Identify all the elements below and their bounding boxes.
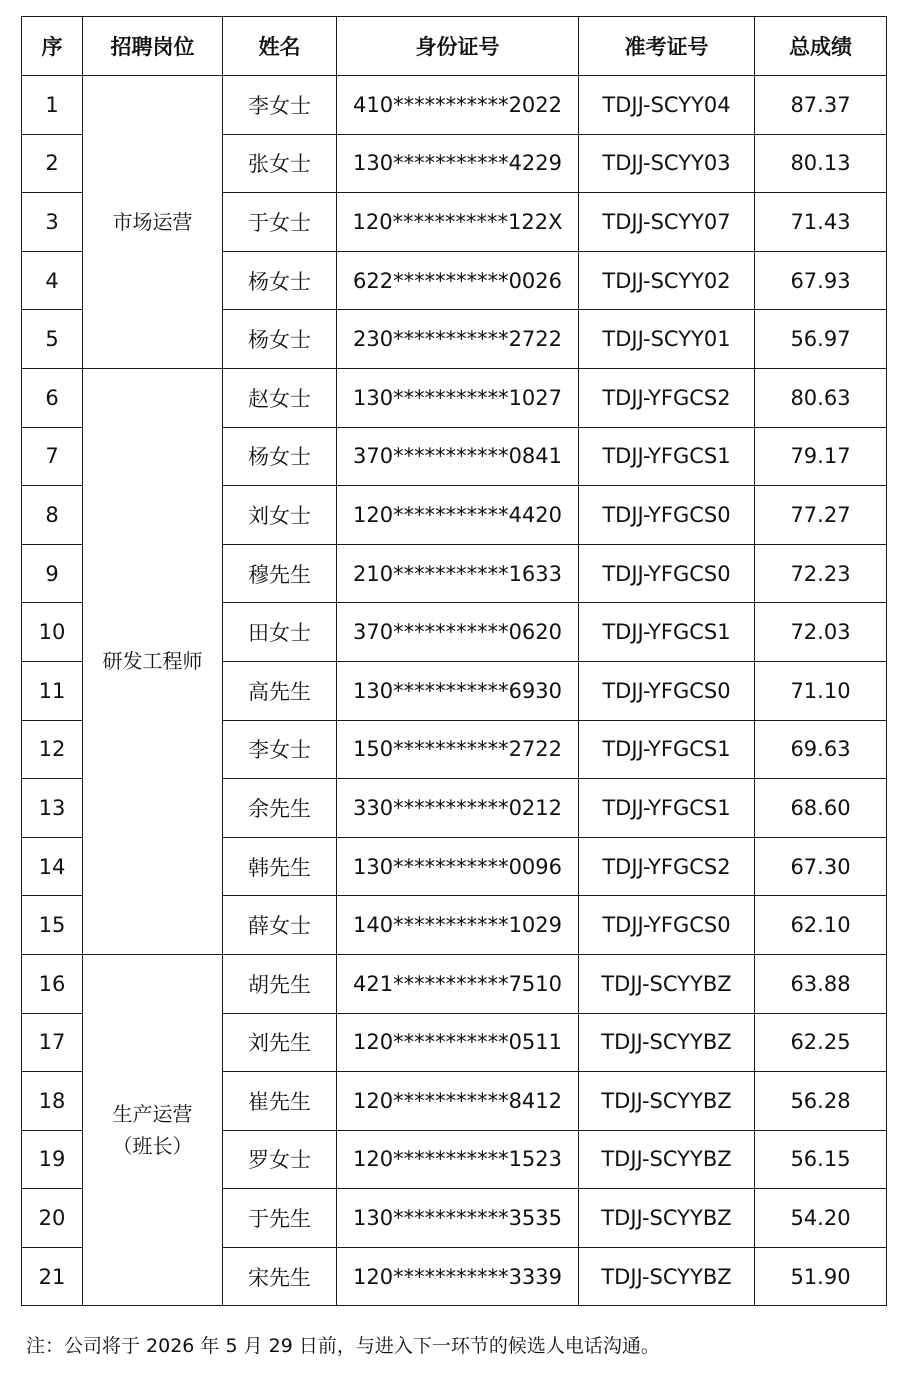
- score-cell: 67.93: [755, 251, 887, 310]
- seq-cell: 21: [22, 1247, 83, 1306]
- name-cell: 张女士: [223, 134, 337, 193]
- seq-cell: 5: [22, 310, 83, 369]
- position-label: 研发工程师: [102, 649, 203, 674]
- table-row: [22, 368, 887, 427]
- score-cell: 62.10: [755, 896, 887, 955]
- score-cell: 79.17: [755, 427, 887, 486]
- score-cell: 62.25: [755, 1013, 887, 1072]
- exam-number-cell: TDJJ-YFGCS2: [579, 837, 755, 896]
- name-cell: 刘女士: [223, 486, 337, 545]
- name-cell: 穆先生: [223, 544, 337, 603]
- score-cell: 51.90: [755, 1247, 887, 1306]
- name-cell: 胡先生: [223, 954, 337, 1013]
- seq-cell: 16: [22, 954, 83, 1013]
- score-cell: 56.28: [755, 1072, 887, 1131]
- position-label: （班长）: [112, 1134, 193, 1159]
- exam-number-cell: TDJJ-YFGCS0: [579, 544, 755, 603]
- seq-cell: 18: [22, 1072, 83, 1131]
- exam-number-cell: TDJJ-YFGCS1: [579, 779, 755, 838]
- id-number-cell: 120***********3339: [337, 1247, 579, 1306]
- id-number-cell: 421***********7510: [337, 954, 579, 1013]
- id-number-cell: 130***********1027: [337, 368, 579, 427]
- score-cell: 77.27: [755, 486, 887, 545]
- seq-cell: 13: [22, 779, 83, 838]
- id-number-cell: 150***********2722: [337, 720, 579, 779]
- name-cell: 于女士: [223, 193, 337, 252]
- name-cell: 罗女士: [223, 1130, 337, 1189]
- id-number-cell: 210***********1633: [337, 544, 579, 603]
- id-number-cell: 370***********0841: [337, 427, 579, 486]
- exam-number-cell: TDJJ-SCYYBZ: [579, 1130, 755, 1189]
- id-number-cell: 130***********4229: [337, 134, 579, 193]
- name-cell: 崔先生: [223, 1072, 337, 1131]
- exam-number-cell: TDJJ-SCYYBZ: [579, 1013, 755, 1072]
- header-id-number: 身份证号: [337, 17, 579, 76]
- results-table: [21, 16, 887, 1306]
- score-cell: 56.15: [755, 1130, 887, 1189]
- seq-cell: 19: [22, 1130, 83, 1189]
- seq-cell: 15: [22, 896, 83, 955]
- seq-cell: 9: [22, 544, 83, 603]
- id-number-cell: 622***********0026: [337, 251, 579, 310]
- name-cell: 于先生: [223, 1189, 337, 1248]
- exam-number-cell: TDJJ-YFGCS1: [579, 427, 755, 486]
- header-exam-number: 准考证号: [579, 17, 755, 76]
- score-cell: 87.37: [755, 76, 887, 135]
- seq-cell: 3: [22, 193, 83, 252]
- name-cell: 薛女士: [223, 896, 337, 955]
- score-cell: 68.60: [755, 779, 887, 838]
- header-name: 姓名: [223, 17, 337, 76]
- exam-number-cell: TDJJ-SCYYBZ: [579, 1072, 755, 1131]
- exam-number-cell: TDJJ-SCYY07: [579, 193, 755, 252]
- name-cell: 李女士: [223, 76, 337, 135]
- exam-number-cell: TDJJ-YFGCS2: [579, 368, 755, 427]
- seq-cell: 12: [22, 720, 83, 779]
- exam-number-cell: TDJJ-YFGCS1: [579, 603, 755, 662]
- exam-number-cell: TDJJ-SCYYBZ: [579, 1247, 755, 1306]
- name-cell: 韩先生: [223, 837, 337, 896]
- id-number-cell: 130***********0096: [337, 837, 579, 896]
- name-cell: 杨女士: [223, 251, 337, 310]
- exam-number-cell: TDJJ-YFGCS0: [579, 661, 755, 720]
- exam-number-cell: TDJJ-SCYY04: [579, 76, 755, 135]
- position-label: 生产运营: [112, 1102, 193, 1127]
- score-cell: 71.10: [755, 661, 887, 720]
- header-total-score: 总成绩: [755, 17, 887, 76]
- seq-cell: 11: [22, 661, 83, 720]
- score-cell: 54.20: [755, 1189, 887, 1248]
- id-number-cell: 130***********3535: [337, 1189, 579, 1248]
- position-cell: [83, 76, 223, 369]
- position-cell: [83, 368, 223, 954]
- seq-cell: 2: [22, 134, 83, 193]
- exam-number-cell: TDJJ-YFGCS0: [579, 896, 755, 955]
- name-cell: 杨女士: [223, 310, 337, 369]
- exam-number-cell: TDJJ-SCYY01: [579, 310, 755, 369]
- name-cell: 宋先生: [223, 1247, 337, 1306]
- id-number-cell: 140***********1029: [337, 896, 579, 955]
- seq-cell: 8: [22, 486, 83, 545]
- name-cell: 高先生: [223, 661, 337, 720]
- score-cell: 71.43: [755, 193, 887, 252]
- exam-number-cell: TDJJ-SCYY03: [579, 134, 755, 193]
- id-number-cell: 370***********0620: [337, 603, 579, 662]
- score-cell: 56.97: [755, 310, 887, 369]
- score-cell: 72.03: [755, 603, 887, 662]
- position-label: 市场运营: [112, 209, 193, 234]
- seq-cell: 14: [22, 837, 83, 896]
- exam-number-cell: TDJJ-YFGCS1: [579, 720, 755, 779]
- exam-number-cell: TDJJ-SCYYBZ: [579, 1189, 755, 1248]
- name-cell: 余先生: [223, 779, 337, 838]
- name-cell: 李女士: [223, 720, 337, 779]
- table-row: [22, 954, 887, 1013]
- seq-cell: 20: [22, 1189, 83, 1248]
- table-row: [22, 76, 887, 135]
- table-body: [22, 76, 887, 1306]
- score-cell: 80.13: [755, 134, 887, 193]
- exam-number-cell: TDJJ-SCYY02: [579, 251, 755, 310]
- score-cell: 69.63: [755, 720, 887, 779]
- exam-number-cell: TDJJ-SCYYBZ: [579, 954, 755, 1013]
- seq-cell: 7: [22, 427, 83, 486]
- seq-cell: 4: [22, 251, 83, 310]
- name-cell: 赵女士: [223, 368, 337, 427]
- seq-cell: 6: [22, 368, 83, 427]
- score-cell: 72.23: [755, 544, 887, 603]
- id-number-cell: 120***********4420: [337, 486, 579, 545]
- score-cell: 80.63: [755, 368, 887, 427]
- name-cell: 刘先生: [223, 1013, 337, 1072]
- id-number-cell: 330***********0212: [337, 779, 579, 838]
- exam-number-cell: TDJJ-YFGCS0: [579, 486, 755, 545]
- id-number-cell: 410***********2022: [337, 76, 579, 135]
- seq-cell: 10: [22, 603, 83, 662]
- seq-cell: 17: [22, 1013, 83, 1072]
- name-cell: 杨女士: [223, 427, 337, 486]
- id-number-cell: 120***********122X: [337, 193, 579, 252]
- score-cell: 67.30: [755, 837, 887, 896]
- header-position: 招聘岗位: [83, 17, 223, 76]
- position-cell: [83, 954, 223, 1306]
- header-seq: 序: [22, 17, 83, 76]
- name-cell: 田女士: [223, 603, 337, 662]
- id-number-cell: 120***********8412: [337, 1072, 579, 1131]
- id-number-cell: 130***********6930: [337, 661, 579, 720]
- id-number-cell: 230***********2722: [337, 310, 579, 369]
- score-cell: 63.88: [755, 954, 887, 1013]
- footnote: 注：公司将于 2026 年 5 月 29 日前，与进入下一环节的候选人电话沟通。: [26, 1335, 660, 1357]
- id-number-cell: 120***********1523: [337, 1130, 579, 1189]
- seq-cell: 1: [22, 76, 83, 135]
- header-row: [22, 17, 887, 76]
- id-number-cell: 120***********0511: [337, 1013, 579, 1072]
